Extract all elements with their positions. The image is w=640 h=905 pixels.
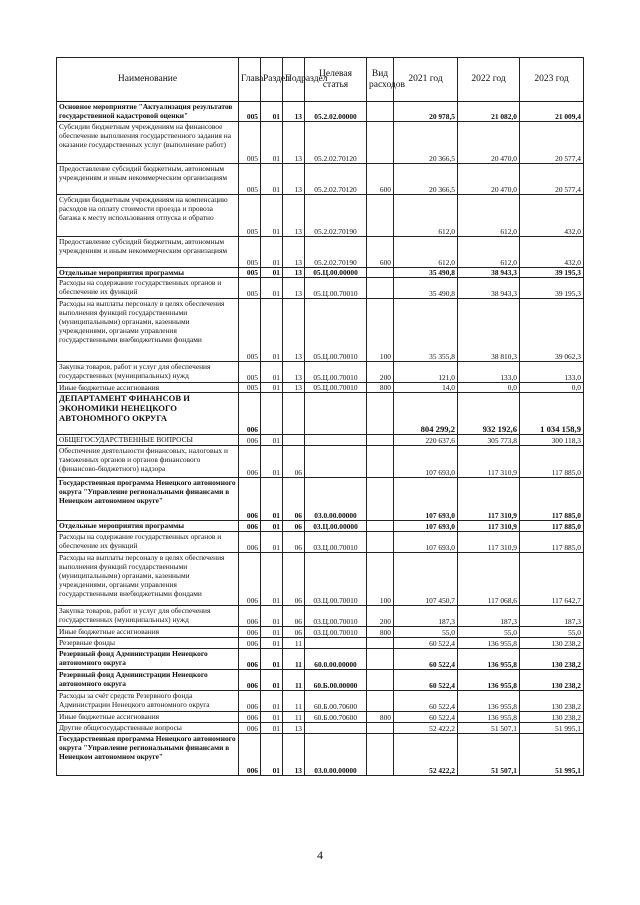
- row-2023: 130 238,2: [520, 638, 584, 649]
- row-razdel: 01: [261, 102, 283, 122]
- row-podrazdel: 11: [283, 670, 305, 691]
- table-row: [57, 164, 584, 195]
- table-row: [57, 195, 584, 237]
- row-podrazdel: 13: [283, 268, 305, 278]
- row-2022: 136 955,8: [458, 691, 520, 712]
- row-2023: 133,0: [520, 362, 584, 383]
- row-2022: 136 955,8: [458, 638, 520, 649]
- row-name: Резервные фонды: [57, 638, 239, 649]
- row-podrazdel: 11: [283, 649, 305, 670]
- row-2023: 39 195,3: [520, 268, 584, 278]
- row-podrazdel: [283, 435, 305, 446]
- row-target: 05.Ц.00.70010: [305, 299, 367, 362]
- row-vid: [367, 521, 394, 532]
- row-2021: 35 355,8: [394, 299, 458, 362]
- row-target: [305, 446, 367, 478]
- row-target: 05.2.02.70120: [305, 122, 367, 164]
- table-row: [57, 649, 584, 670]
- row-vid: 200: [367, 606, 394, 627]
- row-glava: 005: [239, 195, 261, 237]
- row-podrazdel: 06: [283, 606, 305, 627]
- row-target: 05.Ц.00.70010: [305, 278, 367, 299]
- row-vid: 200: [367, 362, 394, 383]
- row-2021: 107 693,0: [394, 532, 458, 553]
- row-podrazdel: 13: [283, 723, 305, 734]
- row-glava: 006: [239, 478, 261, 521]
- row-2022: 20 470,0: [458, 122, 520, 164]
- row-podrazdel: 11: [283, 638, 305, 649]
- row-vid: 100: [367, 553, 394, 606]
- table-row: [57, 237, 584, 268]
- row-2023: 51 995,1: [520, 734, 584, 776]
- table-body: [57, 102, 584, 776]
- row-2022: 55,0: [458, 627, 520, 638]
- row-target: 05.2.02.70190: [305, 237, 367, 268]
- row-glava: 006: [239, 723, 261, 734]
- row-name: Расходы на выплаты персоналу в целях обеспечения выполнения функций государственными (муниципальными) органами, казенными учреждениями, органами управления государственными внебюджетными фондами: [57, 299, 239, 362]
- row-glava: 006: [239, 606, 261, 627]
- row-podrazdel: 06: [283, 627, 305, 638]
- row-razdel: 01: [261, 446, 283, 478]
- row-podrazdel: 06: [283, 446, 305, 478]
- row-vid: [367, 734, 394, 776]
- row-podrazdel: 13: [283, 237, 305, 268]
- table-row: [57, 691, 584, 712]
- row-razdel: 01: [261, 723, 283, 734]
- row-2022: 20 470,0: [458, 164, 520, 195]
- row-2022: 117 068,6: [458, 553, 520, 606]
- table-row: [57, 627, 584, 638]
- row-vid: [367, 195, 394, 237]
- header-2023: 2023 год: [520, 58, 584, 102]
- row-2022: 117 310,9: [458, 521, 520, 532]
- header-vid: Вид расходов: [367, 58, 394, 102]
- row-glava: 006: [239, 446, 261, 478]
- row-glava: 005: [239, 164, 261, 195]
- table-header-row: [57, 58, 584, 102]
- row-razdel: 01: [261, 670, 283, 691]
- table-row: [57, 723, 584, 734]
- row-name: Отдельные мероприятия программы: [57, 268, 239, 278]
- row-glava: 006: [239, 532, 261, 553]
- row-2023: 117 885,0: [520, 521, 584, 532]
- row-target: 60.0.00.00000: [305, 649, 367, 670]
- row-target: [305, 638, 367, 649]
- row-2023: 1 034 158,9: [520, 393, 584, 435]
- row-vid: [367, 278, 394, 299]
- row-2021: 14,0: [394, 383, 458, 393]
- row-2022: 117 310,9: [458, 532, 520, 553]
- row-glava: 006: [239, 553, 261, 606]
- row-2021: 107 693,0: [394, 521, 458, 532]
- row-glava: 005: [239, 278, 261, 299]
- row-razdel: 01: [261, 649, 283, 670]
- row-vid: [367, 638, 394, 649]
- row-razdel: [261, 393, 283, 435]
- budget-table: [56, 57, 584, 776]
- row-glava: 006: [239, 435, 261, 446]
- row-target: 03.Ц.00.00000: [305, 521, 367, 532]
- row-2023: 117 885,0: [520, 532, 584, 553]
- row-2021: 52 422,2: [394, 734, 458, 776]
- row-2023: 432,0: [520, 237, 584, 268]
- row-podrazdel: 13: [283, 122, 305, 164]
- row-2022: 117 310,9: [458, 478, 520, 521]
- row-glava: 005: [239, 268, 261, 278]
- row-vid: [367, 122, 394, 164]
- row-vid: [367, 691, 394, 712]
- row-vid: [367, 393, 394, 435]
- row-razdel: 01: [261, 195, 283, 237]
- row-glava: 006: [239, 734, 261, 776]
- row-name: Отдельные мероприятия программы: [57, 521, 239, 532]
- row-glava: 005: [239, 102, 261, 122]
- table-row: [57, 268, 584, 278]
- row-2022: 136 955,8: [458, 712, 520, 723]
- row-target: 03.0.00.00000: [305, 734, 367, 776]
- row-glava: 005: [239, 122, 261, 164]
- table-row: [57, 712, 584, 723]
- row-podrazdel: 11: [283, 712, 305, 723]
- row-podrazdel: 06: [283, 521, 305, 532]
- row-2023: 432,0: [520, 195, 584, 237]
- row-razdel: 01: [261, 122, 283, 164]
- row-name: Иные бюджетные ассигнования: [57, 712, 239, 723]
- row-2023: 51 995,1: [520, 723, 584, 734]
- row-2021: 55,0: [394, 627, 458, 638]
- row-2023: 20 577,4: [520, 122, 584, 164]
- table-row: [57, 670, 584, 691]
- row-podrazdel: 11: [283, 691, 305, 712]
- row-2022: 0,0: [458, 383, 520, 393]
- row-2021: 60 522,4: [394, 670, 458, 691]
- row-target: 03.0.00.00000: [305, 478, 367, 521]
- table-row: [57, 521, 584, 532]
- row-2021: 187,3: [394, 606, 458, 627]
- row-vid: 100: [367, 299, 394, 362]
- table-row: [57, 393, 584, 435]
- row-razdel: 01: [261, 712, 283, 723]
- row-name: Расходы на выплаты персоналу в целях обеспечения выполнения функций государственными (муниципальными) органами, казенными учреждениями, органами управления государственными внебюджетными фондами: [57, 553, 239, 606]
- row-razdel: 01: [261, 627, 283, 638]
- row-2022: 117 310,9: [458, 446, 520, 478]
- row-name: Предоставление субсидий бюджетным, автономным учреждениям и иным некоммерческим организациям: [57, 237, 239, 268]
- table-row: [57, 638, 584, 649]
- row-vid: [367, 649, 394, 670]
- row-2021: 804 299,2: [394, 393, 458, 435]
- row-razdel: 01: [261, 606, 283, 627]
- row-glava: 006: [239, 670, 261, 691]
- row-podrazdel: 13: [283, 299, 305, 362]
- row-2023: 117 885,0: [520, 446, 584, 478]
- row-target: 05.2.02.70190: [305, 195, 367, 237]
- row-glava: 006: [239, 649, 261, 670]
- row-glava: 005: [239, 237, 261, 268]
- row-razdel: 01: [261, 268, 283, 278]
- table-row: [57, 532, 584, 553]
- row-2023: 20 577,4: [520, 164, 584, 195]
- row-name: Резервный фонд Администрации Ненецкого автономного округа: [57, 649, 239, 670]
- row-name: ДЕПАРТАМЕНТ ФИНАНСОВ И ЭКОНОМИКИ НЕНЕЦКОГО АВТОНОМНОГО ОКРУГА: [57, 393, 239, 435]
- table-row: [57, 383, 584, 393]
- row-name: Субсидии бюджетным учреждениям на финансовое обеспечение выполнения государственного задания на оказание государственных услуг (выполнение работ): [57, 122, 239, 164]
- row-name: ОБЩЕГОСУДАРСТВЕННЫЕ ВОПРОСЫ: [57, 435, 239, 446]
- row-name: Обеспечение деятельности финансовых, налоговых и таможенных органов и органов финансового (финансово-бюджетного) надзора: [57, 446, 239, 478]
- row-2022: 612,0: [458, 195, 520, 237]
- row-2022: 136 955,8: [458, 670, 520, 691]
- row-podrazdel: 06: [283, 532, 305, 553]
- table-row: [57, 446, 584, 478]
- row-2023: 300 118,3: [520, 435, 584, 446]
- table-row: [57, 278, 584, 299]
- header-target: Целевая статья: [305, 58, 367, 102]
- row-2023: 130 238,2: [520, 691, 584, 712]
- row-razdel: 01: [261, 278, 283, 299]
- row-name: Другие общегосударственные вопросы: [57, 723, 239, 734]
- table-row: [57, 606, 584, 627]
- table-row: [57, 553, 584, 606]
- row-podrazdel: 13: [283, 383, 305, 393]
- row-2021: 220 637,6: [394, 435, 458, 446]
- row-2022: 133,0: [458, 362, 520, 383]
- row-2022: 305 773,8: [458, 435, 520, 446]
- row-2023: 39 062,3: [520, 299, 584, 362]
- row-2022: 38 943,3: [458, 278, 520, 299]
- row-target: 60.Б.00.70600: [305, 691, 367, 712]
- row-2023: 21 009,4: [520, 102, 584, 122]
- row-2021: 60 522,4: [394, 638, 458, 649]
- row-glava: 006: [239, 521, 261, 532]
- page-number: 4: [317, 848, 323, 862]
- row-podrazdel: 13: [283, 362, 305, 383]
- row-razdel: 01: [261, 734, 283, 776]
- row-target: 60.Б.00.70600: [305, 712, 367, 723]
- row-2022: 187,3: [458, 606, 520, 627]
- row-vid: [367, 446, 394, 478]
- table-row: [57, 102, 584, 122]
- row-glava: 006: [239, 712, 261, 723]
- row-2021: 35 490,8: [394, 268, 458, 278]
- table-row: [57, 435, 584, 446]
- row-vid: [367, 670, 394, 691]
- table-row: [57, 299, 584, 362]
- row-name: Иные бюджетные ассигнования: [57, 627, 239, 638]
- row-glava: 006: [239, 393, 261, 435]
- row-vid: [367, 102, 394, 122]
- row-razdel: 01: [261, 164, 283, 195]
- row-razdel: 01: [261, 691, 283, 712]
- header-name: Наименование: [57, 58, 239, 102]
- row-2023: 0,0: [520, 383, 584, 393]
- row-name: Закупка товаров, работ и услуг для обеспечения государственных (муниципальных) нужд: [57, 362, 239, 383]
- row-name: Предоставление субсидий бюджетным, автономным учреждениям и иным некоммерческим организациям: [57, 164, 239, 195]
- row-2022: 932 192,6: [458, 393, 520, 435]
- row-razdel: 01: [261, 299, 283, 362]
- row-glava: 006: [239, 638, 261, 649]
- row-target: 05.Ц.00.70010: [305, 383, 367, 393]
- row-vid: [367, 532, 394, 553]
- row-2022: 51 507,1: [458, 723, 520, 734]
- row-2023: 130 238,2: [520, 712, 584, 723]
- row-target: [305, 723, 367, 734]
- row-vid: 800: [367, 712, 394, 723]
- row-target: 05.2.02.00000: [305, 102, 367, 122]
- row-podrazdel: 13: [283, 734, 305, 776]
- row-target: 03.Ц.00.70010: [305, 532, 367, 553]
- row-vid: 600: [367, 164, 394, 195]
- row-target: [305, 435, 367, 446]
- row-2021: 20 366,5: [394, 122, 458, 164]
- row-2023: 117 642,7: [520, 553, 584, 606]
- row-podrazdel: 13: [283, 278, 305, 299]
- row-razdel: 01: [261, 237, 283, 268]
- row-razdel: 01: [261, 553, 283, 606]
- row-glava: 005: [239, 383, 261, 393]
- row-podrazdel: 13: [283, 102, 305, 122]
- row-name: Расходы на содержание государственных органов и обеспечение их функций: [57, 278, 239, 299]
- row-2021: 60 522,4: [394, 712, 458, 723]
- header-podrazdel: Подраздел: [283, 58, 305, 102]
- row-target: 60.Б.00.00000: [305, 670, 367, 691]
- row-2022: 612,0: [458, 237, 520, 268]
- row-name: Расходы на содержание государственных органов и обеспечение их функций: [57, 532, 239, 553]
- row-razdel: 01: [261, 521, 283, 532]
- row-2023: 55,0: [520, 627, 584, 638]
- row-target: 05.Ц.00.70010: [305, 362, 367, 383]
- row-2023: 130 238,2: [520, 649, 584, 670]
- row-vid: [367, 478, 394, 521]
- row-2023: 117 885,0: [520, 478, 584, 521]
- row-2021: 60 522,4: [394, 649, 458, 670]
- row-razdel: 01: [261, 362, 283, 383]
- header-razdel: Раздел: [261, 58, 283, 102]
- row-name: Основное мероприятие "Актуализация результатов государственной кадастровой оценки": [57, 102, 239, 122]
- table-row: [57, 362, 584, 383]
- row-podrazdel: [283, 393, 305, 435]
- row-2021: 52 422,2: [394, 723, 458, 734]
- row-target: 03.Ц.00.70010: [305, 627, 367, 638]
- row-2021: 612,0: [394, 195, 458, 237]
- row-2023: 130 238,2: [520, 670, 584, 691]
- row-podrazdel: 06: [283, 553, 305, 606]
- row-2023: 187,3: [520, 606, 584, 627]
- row-razdel: 01: [261, 478, 283, 521]
- header-glava: Глава: [239, 58, 261, 102]
- row-target: 05.Ц.00.00000: [305, 268, 367, 278]
- row-2022: 38 943,3: [458, 268, 520, 278]
- row-podrazdel: 13: [283, 195, 305, 237]
- row-2021: 121,0: [394, 362, 458, 383]
- row-razdel: 01: [261, 435, 283, 446]
- row-2022: 21 082,0: [458, 102, 520, 122]
- row-2021: 35 490,8: [394, 278, 458, 299]
- row-2021: 107 693,0: [394, 478, 458, 521]
- table-row: [57, 478, 584, 521]
- row-target: 03.Ц.00.70010: [305, 606, 367, 627]
- row-razdel: 01: [261, 638, 283, 649]
- row-name: Субсидии бюджетным учреждениям на компенсацию расходов на оплату стоимости проезда и провоза багажа к месту использования отпуска и обратно: [57, 195, 239, 237]
- row-2021: 107 450,7: [394, 553, 458, 606]
- row-podrazdel: 06: [283, 478, 305, 521]
- row-podrazdel: 13: [283, 164, 305, 195]
- row-vid: 800: [367, 627, 394, 638]
- row-glava: 005: [239, 362, 261, 383]
- row-2021: 612,0: [394, 237, 458, 268]
- row-target: 05.2.02.70120: [305, 164, 367, 195]
- row-vid: [367, 723, 394, 734]
- row-2021: 107 693,0: [394, 446, 458, 478]
- row-2021: 20 366,5: [394, 164, 458, 195]
- row-2021: 60 522,4: [394, 691, 458, 712]
- row-vid: [367, 435, 394, 446]
- row-target: [305, 393, 367, 435]
- row-name: Государственная программа Ненецкого автономного округа "Управление региональными финансами в Ненецком автономном округе": [57, 478, 239, 521]
- row-name: Государственная программа Ненецкого автономного округа "Управление региональными финансами в Ненецком автономном округе": [57, 734, 239, 776]
- row-name: Резервный фонд Администрации Ненецкого автономного округа: [57, 670, 239, 691]
- row-2023: 39 195,3: [520, 278, 584, 299]
- row-2022: 38 810,3: [458, 299, 520, 362]
- row-target: 03.Ц.00.70010: [305, 553, 367, 606]
- row-razdel: 01: [261, 383, 283, 393]
- row-2022: 51 507,1: [458, 734, 520, 776]
- row-name: Расходы за счёт средств Резервного фонда Администрации Ненецкого автономного округа: [57, 691, 239, 712]
- row-razdel: 01: [261, 532, 283, 553]
- row-2021: 20 978,5: [394, 102, 458, 122]
- row-glava: 006: [239, 691, 261, 712]
- table-row: [57, 122, 584, 164]
- row-vid: 600: [367, 237, 394, 268]
- row-vid: [367, 268, 394, 278]
- row-glava: 006: [239, 627, 261, 638]
- header-2022: 2022 год: [458, 58, 520, 102]
- row-glava: 005: [239, 299, 261, 362]
- header-2021: 2021 год: [394, 58, 458, 102]
- row-2022: 136 955,8: [458, 649, 520, 670]
- table-row: [57, 734, 584, 776]
- row-vid: 800: [367, 383, 394, 393]
- row-name: Закупка товаров, работ и услуг для обеспечения государственных (муниципальных) нужд: [57, 606, 239, 627]
- row-name: Иные бюджетные ассигнования: [57, 383, 239, 393]
